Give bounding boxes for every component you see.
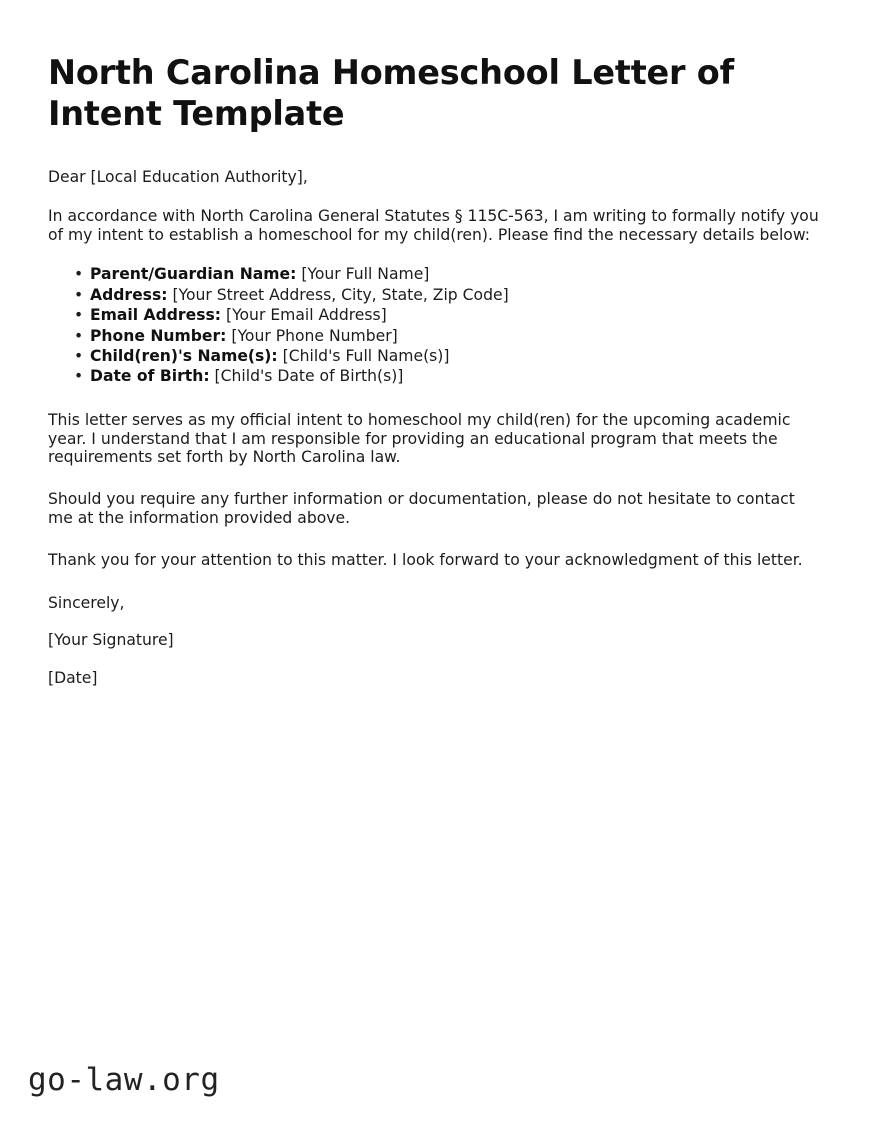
body-paragraph-2: Should you require any further information or documentation, please do not hesitate to contact me at the information provided above. [48, 490, 795, 528]
list-item-label: Parent/Guardian Name: [90, 265, 297, 284]
list-item-value: [Child's Full Name(s)] [282, 347, 450, 366]
list-item [48, 305, 820, 325]
salutation-paragraph: Dear [Local Education Authority], [48, 168, 308, 186]
list-item-value: [Your Phone Number] [231, 326, 398, 345]
list-item-value: [Your Email Address] [225, 306, 387, 325]
document-body [48, 52, 820, 688]
list-item [48, 264, 820, 284]
list-item-label: Child(ren)'s Name(s): [90, 347, 278, 366]
list-item-value: [Your Street Address, City, State, Zip Code] [172, 285, 509, 304]
body-paragraph-3: Thank you for your attention to this matter. I look forward to your acknowledgment of this letter. [48, 550, 803, 569]
list-item-label: Address: [90, 285, 168, 304]
list-item [48, 326, 820, 346]
intro-paragraph: In accordance with North Carolina General Statutes § 115C-563, I am writing to formally notify you of my intent to establish a homeschool for my child(ren). Please find the necessary details below: [48, 206, 819, 244]
page-title: North Carolina Homeschool Letter of Intent Template [48, 53, 734, 133]
list-item-value: [Your Full Name] [301, 265, 430, 284]
date-placeholder: [Date] [48, 669, 98, 688]
list-item-value: [Child's Date of Birth(s)] [214, 367, 404, 386]
list-item-label: Email Address: [90, 306, 222, 325]
closing-paragraph: Sincerely, [48, 593, 125, 612]
list-item-label: Date of Birth: [90, 367, 210, 386]
list-item [48, 346, 820, 366]
list-item [48, 366, 820, 386]
details-list [48, 264, 820, 386]
list-item-label: Phone Number: [90, 326, 227, 345]
site-watermark: go-law.org [28, 1062, 220, 1098]
body-paragraph-1: This letter serves as my official intent to homeschool my child(ren) for the upcoming academic year. I understand that I am responsible for providing an educational program that meets the requirements set forth by North Carolina law. [48, 410, 791, 467]
signature-placeholder: [Your Signature] [48, 631, 174, 650]
list-item [48, 285, 820, 305]
